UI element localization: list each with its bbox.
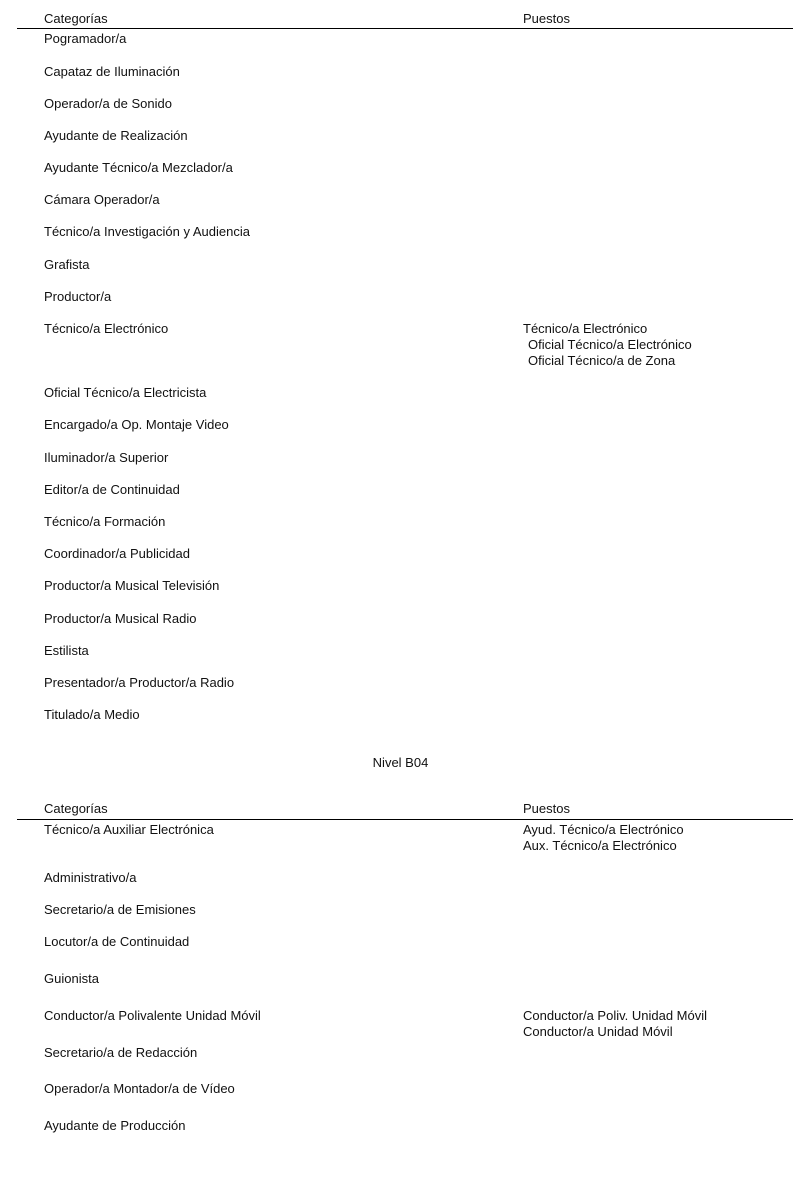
table-row-categoria: Productor/a Musical Televisión xyxy=(44,578,220,593)
table-row-categoria: Operador/a Montador/a de Vídeo xyxy=(44,1081,235,1096)
table-row-categoria: Técnico/a Formación xyxy=(44,514,166,529)
table-row-categoria: Ayudante de Producción xyxy=(44,1118,186,1133)
table-row-categoria: Secretario/a de Emisiones xyxy=(44,902,196,917)
table-row-categoria: Editor/a de Continuidad xyxy=(44,482,180,497)
puesto-item: Conductor/a Poliv. Unidad Móvil xyxy=(523,1008,708,1023)
table-row-categoria: Iluminador/a Superior xyxy=(44,450,169,465)
table2-header-rule xyxy=(17,819,793,820)
table-row-categoria: Productor/a Musical Radio xyxy=(44,611,197,626)
table-row-puestos xyxy=(523,822,684,854)
table1-header-categorias: Categorías xyxy=(44,11,108,26)
puesto-item: Oficial Técnico/a de Zona xyxy=(528,353,676,368)
table-row-categoria: Ayudante de Realización xyxy=(44,128,188,143)
table-row-categoria: Presentador/a Productor/a Radio xyxy=(44,675,235,690)
table-row-categoria: Coordinador/a Publicidad xyxy=(44,546,190,561)
table-row-categoria: Oficial Técnico/a Electricista xyxy=(44,385,207,400)
table-row-categoria: Grafista xyxy=(44,257,90,272)
table-row-categoria: Locutor/a de Continuidad xyxy=(44,934,190,949)
table-row-puestos xyxy=(523,321,692,369)
table2-header-categorias: Categorías xyxy=(44,801,108,816)
puesto-item: Aux. Técnico/a Electrónico xyxy=(523,838,677,853)
table-row-categoria: Cámara Operador/a xyxy=(44,192,160,207)
puesto-item: Técnico/a Electrónico xyxy=(523,321,648,336)
puesto-item: Oficial Técnico/a Electrónico xyxy=(528,337,692,352)
table-row-categoria: Titulado/a Medio xyxy=(44,707,140,722)
table-row-categoria: Encargado/a Op. Montaje Video xyxy=(44,417,229,432)
table-row-categoria: Técnico/a Investigación y Audiencia xyxy=(44,224,250,239)
table-row-categoria: Secretario/a de Redacción xyxy=(44,1045,198,1060)
table1-header-rule xyxy=(17,28,793,29)
table-row-categoria: Ayudante Técnico/a Mezclador/a xyxy=(44,160,233,175)
table-row-categoria: Técnico/a Auxiliar Electrónica xyxy=(44,822,214,837)
table-row-categoria: Guionista xyxy=(44,971,99,986)
section-title: Nivel B04 xyxy=(372,755,429,770)
table-row-categoria: Pogramador/a xyxy=(44,31,127,46)
table-row-categoria: Productor/a xyxy=(44,289,112,304)
table-row-categoria: Estilista xyxy=(44,643,89,658)
table-row-categoria: Técnico/a Electrónico xyxy=(44,321,169,336)
table1-header-puestos: Puestos xyxy=(523,11,570,26)
table-row-categoria: Administrativo/a xyxy=(44,870,137,885)
puesto-item: Ayud. Técnico/a Electrónico xyxy=(523,822,684,837)
table-row-categoria: Capataz de Iluminación xyxy=(44,64,180,79)
table2-header-puestos: Puestos xyxy=(523,801,570,816)
puesto-item: Conductor/a Unidad Móvil xyxy=(523,1024,673,1039)
table-row-categoria: Conductor/a Polivalente Unidad Móvil xyxy=(44,1008,261,1023)
table-row-categoria: Operador/a de Sonido xyxy=(44,96,172,111)
table-row-puestos xyxy=(523,1008,707,1040)
